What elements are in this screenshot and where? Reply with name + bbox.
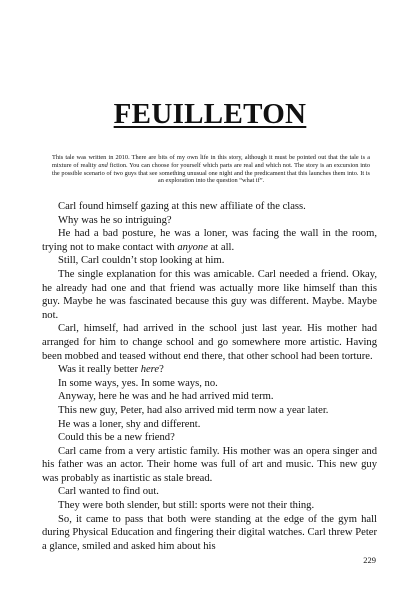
page-number: 229 [363, 555, 376, 565]
paragraph: Carl wanted to find out. [58, 486, 159, 498]
paragraph: So, it came to pass that both were standing at the edge of the gym hall during Physical Education and fingering their digital watches. Carl threw Peter a glance, smiled and asked him about his [42, 513, 377, 552]
paragraph: This new guy, Peter, had also arrived mid term now a year later. [58, 404, 329, 416]
paragraph: Still, Carl couldn’t stop looking at him. [58, 255, 225, 267]
chapter-intro [52, 154, 370, 185]
body-text [42, 200, 377, 553]
chapter-title: FEUILLETON [113, 98, 307, 130]
intro-text-2: fiction. You can choose for yourself which parts are real and which not. The story is an excursion into the possible scenario of two guys that see something unusual one night and the predicament that this launches them into. It is an exploration into the question “what if”. [52, 161, 370, 185]
paragraph-emphasis: anyone [177, 241, 208, 253]
paragraph: He was a loner, shy and different. [58, 418, 201, 430]
paragraph-emphasis: here [140, 364, 160, 376]
paragraph-text: at all. [207, 241, 235, 253]
paragraph: Carl, himself, had arrived in the school just last year. His mother had arranged for him to change school and go somewhere more artistic. Having been mobbed and teased without end there, that other school had been torture. [42, 323, 377, 362]
intro-emphasis: and [98, 161, 108, 169]
paragraph: They were both slender, but still: sports were not their thing. [58, 500, 315, 512]
intro-text-1: This tale was written in 2010. There are bits of my own life in this story, although it must be pointed out that the tale is a mixture of reality [52, 154, 370, 169]
paragraph-text: He had a bad posture, he was a loner, was facing the wall in the room, trying not to make contact with [42, 228, 377, 253]
paragraph: Could this be a new friend? [58, 432, 175, 444]
paragraph: Carl came from a very artistic family. His mother was an opera singer and his father was an actor. Their home was full of art and music. This new guy was probably as inartistic as stale bread. [42, 445, 377, 484]
paragraph [42, 227, 377, 254]
paragraph-text: ? [159, 364, 164, 376]
paragraph: The single explanation for this was amicable. Carl needed a friend. Okay, he already had one and that friend was actually more like himself than this guy. Maybe he was fascinated because this guy was different. Maybe. Maybe not. [42, 268, 377, 321]
paragraph: In some ways, yes. In some ways, no. [58, 377, 218, 389]
paragraph: Why was he so intriguing? [58, 214, 172, 226]
paragraph: Anyway, here he was and he had arrived mid term. [58, 391, 274, 403]
paragraph: Carl found himself gazing at this new affiliate of the class. [58, 201, 306, 212]
paragraph [42, 363, 377, 377]
paragraph-text: Was it really better [58, 364, 141, 376]
